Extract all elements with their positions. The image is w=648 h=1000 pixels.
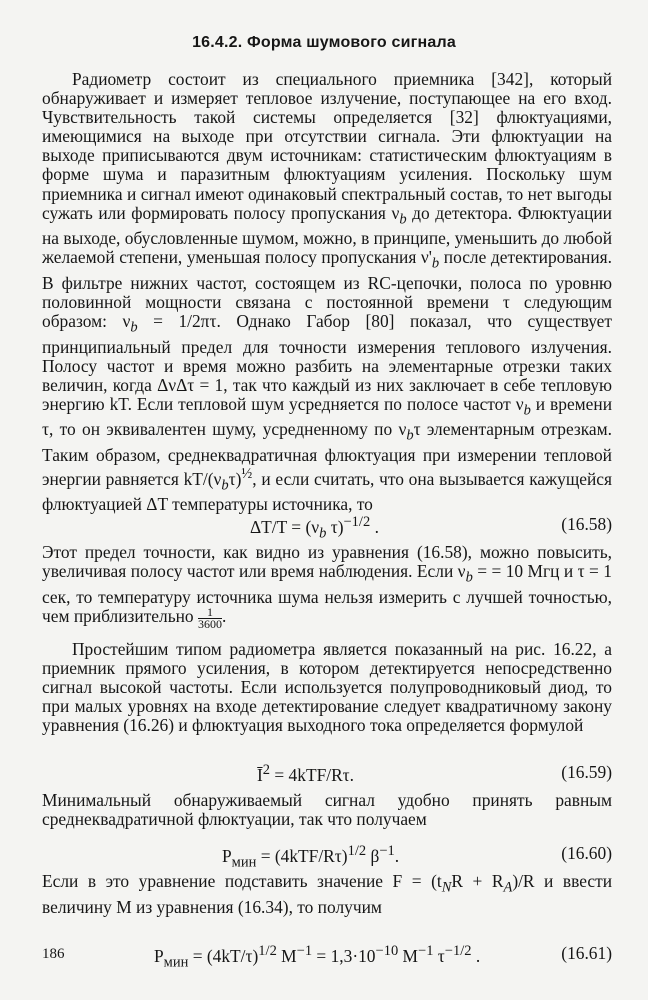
equation-number: (16.60) [561, 843, 612, 863]
page-number: 186 [42, 946, 65, 962]
paragraph-minimum-signal: Минимальный обнаруживаемый сигнал удобно принять равным среднеквадратичной флюктуации, так что получаем [42, 790, 612, 830]
equation-16-61 [42, 943, 612, 971]
equation-16-60 [42, 843, 612, 871]
equation-formula: $P_{мин} = (4kT/\tau)^{1/2}$ $M^{-1} = 1,3\cdot 10^{-10}$ $M^{-1}$ $\tau^{-1/2}$ . [154, 943, 481, 971]
section-heading: 16.4.2. Форма шумового сигнала [192, 34, 456, 51]
equation-16-59 [42, 762, 612, 786]
equation-number: (16.61) [561, 943, 612, 963]
equation-formula: $P_{мин} = (4kTF/R\tau)^{1/2}$ $\beta^{-1}$. [222, 843, 400, 871]
paragraph-substitution: Если в это уравнение подставить значение $F = (t_NR + R_A)/R$ и ввести величину M из уравнения (16.34), то получим [42, 871, 612, 917]
equation-16-58 [42, 514, 612, 542]
equation-formula: $Ī^2 = 4kTF/R\tau$. [257, 762, 355, 785]
equation-number: (16.58) [561, 514, 612, 534]
equation-formula: $\Delta T/T = (\nu_b$ τ)$^{-1/2}$ . [250, 514, 379, 542]
paragraph-radiometer-intro: Радиометр состоит из специального приемника [342], который обнаруживает и измеряет тепловое излучение, поступающее на его вход. Чувствительность такой системы определяется [32] флюктуациями, имеющимися на выходе при отсутствии сигнала. Эти флюктуации на выходе приписываются двум источникам: статистическим флюктуациям в форме шума и паразитным флюктуациям усиления. Поскольку шум приемника и сигнал имеют одинаковый спектральный состав, то нет выгоды сужать или формировать полосу пропускания $\nu_b$ до детектора. Флюктуации на выходе, обусловленные шумом, можно, в принципе, уменьшить до любой желаемой степени, уменьшая полосу пропускания $\nu'_b$ после детектирования. В фильтре нижних частот, состоящем из RC-цепочки, полоса по уровню половинной мощности связана с постоянной времени τ следующим образом: $\nu_b = 1/2\pi\tau$. Однако Габор [80] показал, что существует принципиальный предел для точности измерения теплового излучения. Полосу частот и время можно разбить на элементарные отрезки таких величин, когда ΔνΔτ = 1, так что каждый из них заключает в себе тепловую энергию kT. Если тепловой шум усредняется по полосе частот $\nu_b$ и времени τ, то он эквивалентен шуму, усредненному по $\nu_b\tau$ элементарным отрезкам. Таким образом, среднеквадратичная флюктуация при измерении тепловой энергии равняется $kT/(\nu_b\tau)^{\frac{1}{2}}$, и если считать, что она вызывается кажущейся флюктуацией ΔT температуры источника, то [42, 69, 613, 515]
paragraph-accuracy-limit: Этот предел точности, как видно из уравнения (16.58), можно повысить, увеличивая полосу частот или время наблюдения. Если $\nu_b$ = = 10 Мгц и τ = 1 сек, то температуру источника шума нельзя измерить с лучшей точностью, чем приблизительно $\frac{1}{3600}$ . [42, 542, 612, 631]
paragraph-simplest-radiometer: Простейшим типом радиометра является показанный на рис. 16.22, а приемник прямого усиления, в котором детектируется непосредственно сигнал высокой частоты. Если используется полупроводниковый диод, то при малых уровнях на входе детектирование следует квадратичному закону уравнения (16.26) и флюктуация выходного тока определяется формулой [42, 639, 612, 736]
equation-number: (16.59) [561, 762, 612, 782]
